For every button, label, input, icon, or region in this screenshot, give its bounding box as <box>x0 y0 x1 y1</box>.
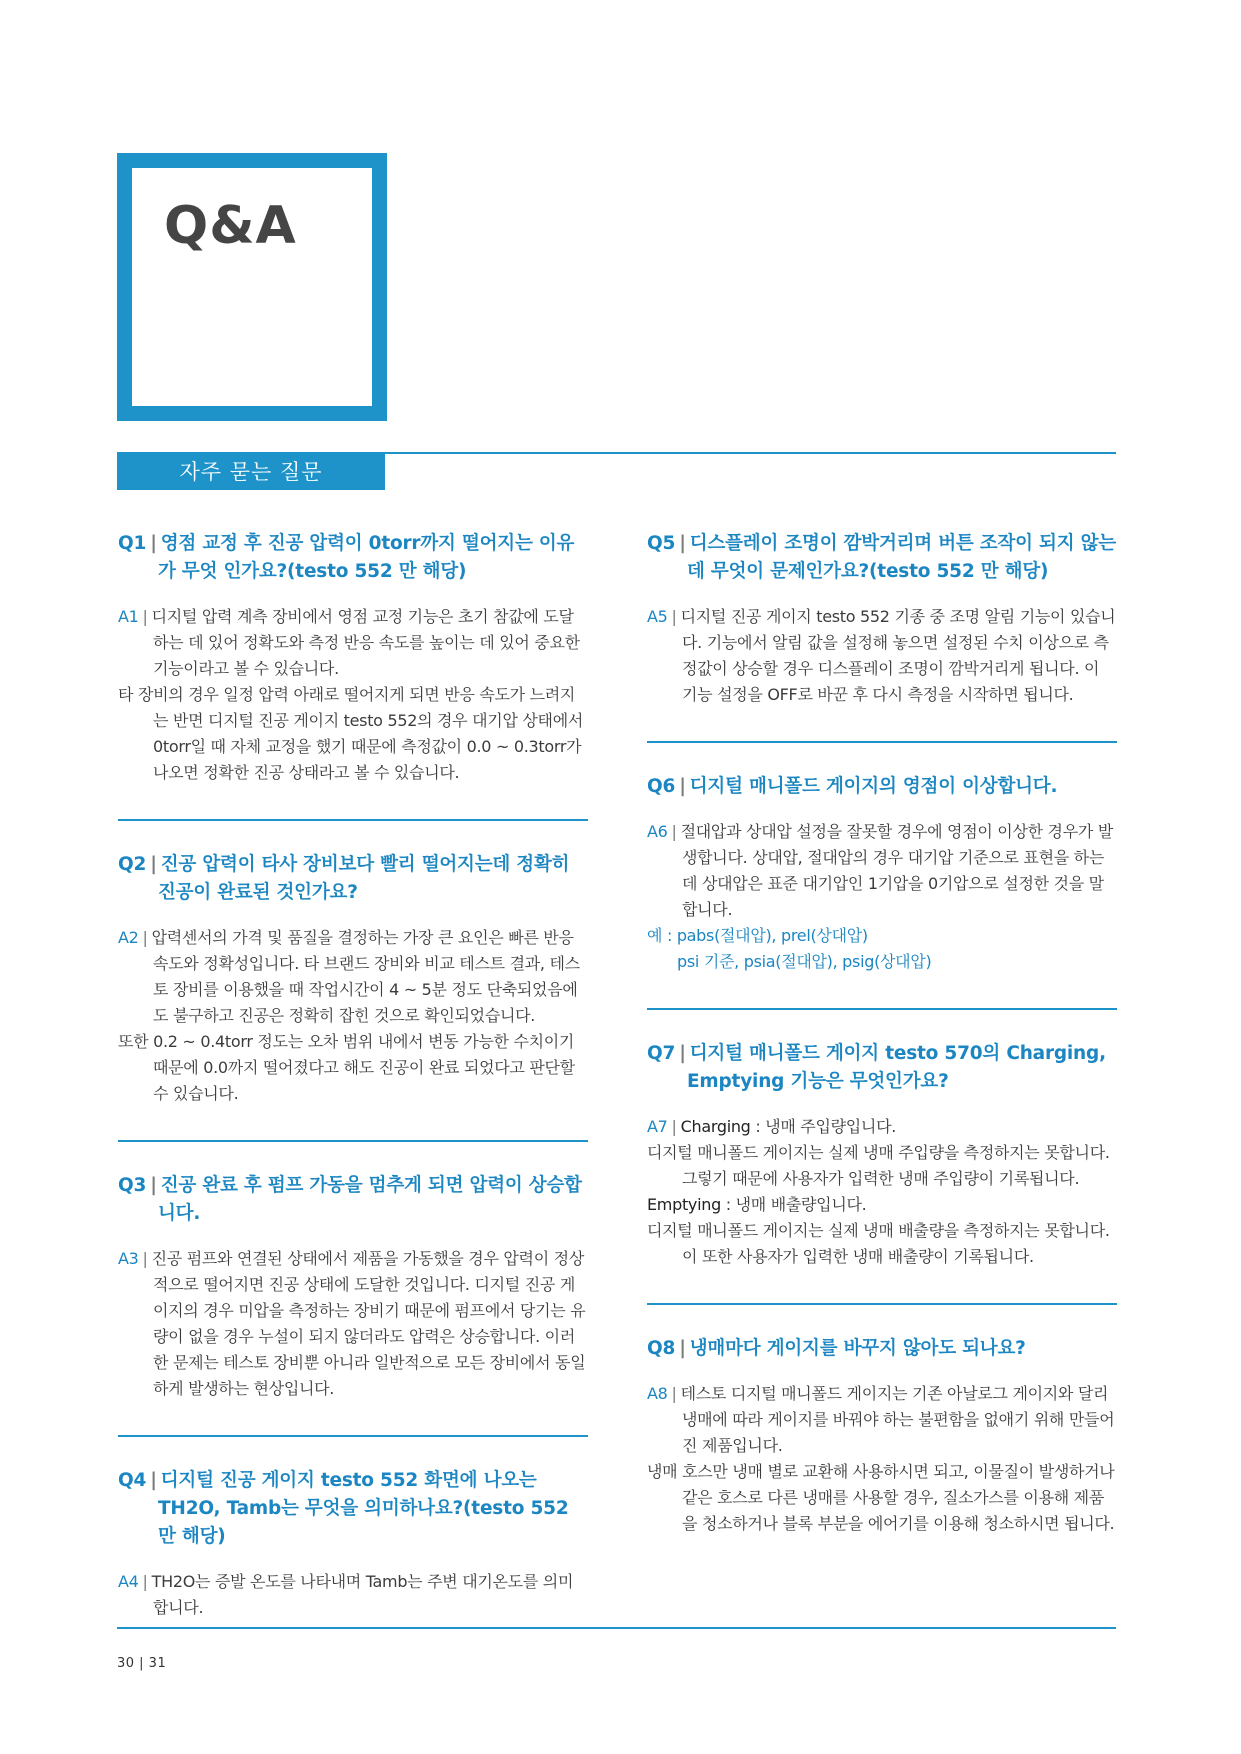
qa-item-q5 <box>647 530 1117 708</box>
divider <box>647 1303 1117 1305</box>
divider <box>118 1140 588 1142</box>
charging-description: 디지털 매니폴드 게이지는 실제 냉매 주입량을 측정하지는 못합니다. 그렇기 때문에 사용자가 입력한 냉매 주입량이 기록됩니다. <box>647 1143 1110 1188</box>
emptying-description: 디지털 매니폴드 게이지는 실제 냉매 배출량을 측정하지는 못합니다. 이 또한 사용자가 입력한 냉매 배출량이 기록됩니다. <box>647 1221 1110 1266</box>
answer-paragraph: TH2O는 증발 온도를 나타내며 Tamb는 주변 대기온도를 의미합니다. <box>151 1572 574 1617</box>
divider <box>647 1008 1117 1010</box>
answer-a5: A5 | 디지털 진공 게이지 testo 552 기종 중 조명 알림 기능이 있습니다. 기능에서 알림 값을 설정해 놓으면 설정된 수치 이상으로 측정값이 상승할 경우 디스플레이 조명이 깜박거리게 됩니다. 이 기능 설정을 OFF로 바꾼 후 다시 측정을 시작하면 됩니다. <box>647 607 1116 704</box>
bottom-divider <box>117 1627 1116 1629</box>
answer-paragraph: 디지털 진공 게이지 testo 552 기종 중 조명 알림 기능이 있습니다. 기능에서 알림 값을 설정해 놓으면 설정된 수치 이상으로 측정값이 상승할 경우 디스플레이 조명이 깜박거리게 됩니다. 이 기능 설정을 OFF로 바꾼 후 다시 측정을 시작하면 됩니다. <box>680 607 1116 704</box>
question-q8: Q8 | 냉매마다 게이지를 바꾸지 않아도 되나요? <box>647 1338 1026 1359</box>
left-column <box>118 530 588 1621</box>
qa-item-q4 <box>118 1467 588 1621</box>
answer-a7: A7 | Charging : 냉매 주입량입니다. 디지털 매니폴드 게이지는 실제 냉매 주입량을 측정하지는 못합니다. 그렇기 때문에 사용자가 입력한 냉매 주입량이 기록됩니다. Emptying : 냉매 배출량입니다. 디지털 매니폴드 게이지는 실제 냉매 배출량을 측정하지는 못합니다. 이 또한 사용자가 입력한 냉매 배출량이 기록됩니다. <box>647 1114 1117 1270</box>
answer-a4: A4 | TH2O는 증발 온도를 나타내며 Tamb는 주변 대기온도를 의미합니다. <box>118 1572 574 1617</box>
divider <box>118 819 588 821</box>
charging-definition: : 냉매 주입량입니다. <box>750 1117 897 1136</box>
question-text: 진공 완료 후 펌프 가동을 멈추게 되면 압력이 상승합니다. <box>158 1175 582 1224</box>
answer-a8: A8 | 테스토 디지털 매니폴드 게이지는 기존 아날로그 게이지와 달리 냉매에 따라 게이지를 바꿔야 하는 불편함을 없애기 위해 만들어진 제품입니다. 냉매 호스만 냉매 별로 교환해 사용하시면 되고, 이물질이 발생하거나 같은 호스로 다른 냉매를 사용할 경우, 질소가스를 이용해 제품을 청소하거나 블록 부분을 에어기를 이용해 청소하시면 됩니다. <box>647 1381 1117 1537</box>
question-q3: Q3 | 진공 완료 후 펌프 가동을 멈추게 되면 압력이 상승합니다. <box>118 1175 582 1224</box>
right-column <box>647 530 1117 1537</box>
answer-paragraph: 절대압과 상대압 설정을 잘못할 경우에 영점이 이상한 경우가 발생합니다. 상대압, 절대압의 경우 대기압 기준으로 표현을 하는데 상대압은 표준 대기압인 1기압을 0기압으로 설정한 것을 말합니다. <box>680 822 1113 919</box>
charging-term: Charging <box>680 1117 751 1136</box>
answer-paragraph: 또한 0.2 ~ 0.4torr 정도는 오차 범위 내에서 변동 가능한 수치이기 때문에 0.0까지 떨어졌다고 해도 진공이 완료 되었다고 판단할 수 있습니다. <box>118 1032 575 1103</box>
example-line: psi 기준, psia(절대압), psig(상대압) <box>677 952 932 971</box>
answer-paragraph: 압력센서의 가격 및 품질을 결정하는 가장 큰 요인은 빠른 반응 속도와 정확성입니다. 타 브랜드 장비와 비교 테스트 결과, 테스토 장비를 이용했을 때 작업시간이 4 ~ 5분 정도 단축되었음에도 불구하고 진공은 정확히 잡힌 것으로 확인되었습니다. <box>151 928 580 1025</box>
qa-item-q1 <box>118 530 588 786</box>
answer-paragraph: 테스토 디지털 매니폴드 게이지는 기존 아날로그 게이지와 달리 냉매에 따라 게이지를 바꿔야 하는 불편함을 없애기 위해 만들어진 제품입니다. <box>680 1384 1115 1455</box>
question-q7: Q7 | 디지털 매니폴드 게이지 testo 570의 Charging, Emptying 기능은 무엇인가요? <box>647 1043 1106 1092</box>
qa-item-q8 <box>647 1335 1117 1537</box>
question-text: 냉매마다 게이지를 바꾸지 않아도 되나요? <box>689 1338 1026 1359</box>
example-line: 예 : pabs(절대압), prel(상대압) <box>647 926 868 945</box>
emptying-line <box>647 1192 1117 1218</box>
page-title: Q&A <box>164 196 297 256</box>
section-tab: 자주 묻는 질문 <box>117 454 385 490</box>
emptying-definition: : 냉매 배출량입니다. <box>720 1195 867 1214</box>
qa-item-q6 <box>647 773 1117 975</box>
answer-paragraph: 진공 펌프와 연결된 상태에서 제품을 가동했을 경우 압력이 정상적으로 떨어지면 진공 상태에 도달한 것입니다. 디지털 진공 게이지의 경우 미압을 측정하는 장비기 때문에 펌프에서 당기는 유량이 없을 경우 누설이 되지 않더라도 압력은 상승합니다. 이러한 문제는 테스토 장비뿐 아니라 일반적으로 모든 장비에서 동일하게 발생하는 현상입니다. <box>151 1249 586 1398</box>
qa-title-box-inner <box>132 168 372 406</box>
question-q4: Q4 | 디지털 진공 게이지 testo 552 화면에 나오는 TH2O, Tamb는 무엇을 의미하나요?(testo 552 만 해당) <box>118 1470 569 1547</box>
qa-item-q3 <box>118 1172 588 1402</box>
question-text: 디지털 매니폴드 게이지의 영점이 이상합니다. <box>689 776 1058 797</box>
page-number: 30 | 31 <box>117 1656 167 1671</box>
answer-paragraph: 타 장비의 경우 일정 압력 아래로 떨어지게 되면 반응 속도가 느려지는 반면 디지털 진공 게이지 testo 552의 경우 대기압 상태에서 0torr일 때 자체 교정을 했기 때문에 측정값이 0.0 ~ 0.3torr가 나오면 정확한 진공 상태라고 볼 수 있습니다. <box>118 685 584 782</box>
question-q1: Q1 | 영점 교정 후 진공 압력이 0torr까지 떨어지는 이유가 무엇 인가요?(testo 552 만 해당) <box>118 533 575 582</box>
answer-paragraph: 냉매 호스만 냉매 별로 교환해 사용하시면 되고, 이물질이 발생하거나 같은 호스로 다른 냉매를 사용할 경우, 질소가스를 이용해 제품을 청소하거나 블록 부분을 에어기를 이용해 청소하시면 됩니다. <box>647 1462 1115 1533</box>
answer-a3: A3 | 진공 펌프와 연결된 상태에서 제품을 가동했을 경우 압력이 정상적으로 떨어지면 진공 상태에 도달한 것입니다. 디지털 진공 게이지의 경우 미압을 측정하는 장비기 때문에 펌프에서 당기는 유량이 없을 경우 누설이 되지 않더라도 압력은 상승합니다. 이러한 문제는 테스토 장비뿐 아니라 일반적으로 모든 장비에서 동일하게 발생하는 현상입니다. <box>118 1249 586 1398</box>
question-q5: Q5 | 디스플레이 조명이 깜박거리며 버튼 조작이 되지 않는데 무엇이 문제인가요?(testo 552 만 해당) <box>647 533 1116 582</box>
qa-item-q7 <box>647 1040 1117 1270</box>
emptying-term: Emptying <box>647 1195 721 1214</box>
question-text: 디지털 진공 게이지 testo 552 화면에 나오는 TH2O, Tamb는 무엇을 의미하나요?(testo 552 만 해당) <box>158 1470 569 1547</box>
question-text: 진공 압력이 타사 장비보다 빨리 떨어지는데 정확히 진공이 완료된 것인가요? <box>158 854 570 903</box>
question-text: 디지털 매니폴드 게이지 testo 570의 Charging, Emptying 기능은 무엇인가요? <box>687 1043 1106 1092</box>
qa-item-q2 <box>118 851 588 1107</box>
divider <box>118 1435 588 1437</box>
qa-title-box <box>117 153 387 421</box>
answer-paragraph: 디지털 압력 계측 장비에서 영점 교정 기능은 초기 참값에 도달하는 데 있어 정확도와 측정 반응 속도를 높이는 데 있어 중요한 기능이라고 볼 수 있습니다. <box>151 607 580 678</box>
divider <box>647 741 1117 743</box>
question-q6: Q6 | 디지털 매니폴드 게이지의 영점이 이상합니다. <box>647 776 1058 797</box>
question-text: 영점 교정 후 진공 압력이 0torr까지 떨어지는 이유가 무엇 인가요?(testo 552 만 해당) <box>158 533 575 582</box>
answer-a1: A1 | 디지털 압력 계측 장비에서 영점 교정 기능은 초기 참값에 도달하는 데 있어 정확도와 측정 반응 속도를 높이는 데 있어 중요한 기능이라고 볼 수 있습니다. 타 장비의 경우 일정 압력 아래로 떨어지게 되면 반응 속도가 느려지는 반면 디지털 진공 게이지 testo 552의 경우 대기압 상태에서 0torr일 때 자체 교정을 했기 때문에 측정값이 0.0 ~ 0.3torr가 나오면 정확한 진공 상태라고 볼 수 있습니다. <box>118 604 588 786</box>
question-q2: Q2 | 진공 압력이 타사 장비보다 빨리 떨어지는데 정확히 진공이 완료된 것인가요? <box>118 854 570 903</box>
answer-a2: A2 | 압력센서의 가격 및 품질을 결정하는 가장 큰 요인은 빠른 반응 속도와 정확성입니다. 타 브랜드 장비와 비교 테스트 결과, 테스토 장비를 이용했을 때 작업시간이 4 ~ 5분 정도 단축되었음에도 불구하고 진공은 정확히 잡힌 것으로 확인되었습니다. 또한 0.2 ~ 0.4torr 정도는 오차 범위 내에서 변동 가능한 수치이기 때문에 0.0까지 떨어졌다고 해도 진공이 완료 되었다고 판단할 수 있습니다. <box>118 925 588 1107</box>
answer-a6: A6 | 절대압과 상대압 설정을 잘못할 경우에 영점이 이상한 경우가 발생합니다. 상대압, 절대압의 경우 대기압 기준으로 표현을 하는데 상대압은 표준 대기압인 1기압을 0기압으로 설정한 것을 말합니다. 예 : pabs(절대압), prel(상대압) psi 기준, psia(절대압), psig(상대압) <box>647 819 1117 975</box>
question-text: 디스플레이 조명이 깜박거리며 버튼 조작이 되지 않는데 무엇이 문제인가요?(testo 552 만 해당) <box>687 533 1116 582</box>
